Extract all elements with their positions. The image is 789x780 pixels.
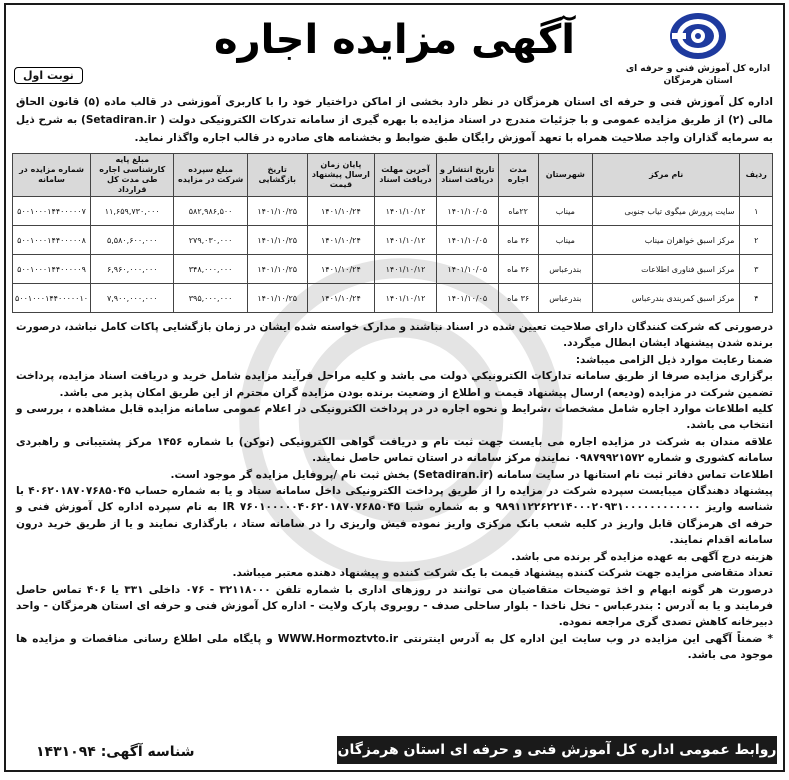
- footer-banner: روابط عمومی اداره کل آموزش فنی و حرفه ای استان هرمزگان: [337, 736, 777, 764]
- condition-paragraph: هزینه درج آگهی به عهده مزایده گر برنده می باشد.: [511, 550, 773, 563]
- cell-row: ۱: [740, 197, 773, 226]
- condition-paragraph: برگزاری مزایده صرفا از طریق سامانه تداركات الكترونيكي دولت می باشد و کلیه مراحل فرآیند مزایده شامل خرید و دریافت اسناد مزایده، پرداخت تضمین شرکت در مزایده (ودیعه) ارسال پیشنهاد قیمت و اطلاع از وضعیت برنده بودن مزایده گران محترم از این طریق امکان پذیر می باشد.: [16, 370, 773, 399]
- cell-row: ۴: [740, 284, 773, 313]
- col-auction-no: شماره مزایده در سامانه: [13, 154, 91, 197]
- condition-paragraph: تعداد متقاضی مزایده جهت شرکت کننده پیشنهاد قیمت با یک شرکت کننده و پیشنهاد دهنده معتبر میباشد.: [232, 567, 773, 580]
- col-duration: مدت اجاره: [498, 154, 538, 197]
- table-row: [13, 255, 773, 284]
- col-deadline: آخرین مهلت دریافت اسناد: [375, 154, 437, 197]
- cell-publish: ۱۴۰۱/۱۰/۰۵: [436, 284, 498, 313]
- col-opening: تاریخ بازگشایی: [247, 154, 307, 197]
- cell-auction-no: ۵۰۰۱۰۰۰۱۴۴۰۰۰۰۰۸: [13, 226, 91, 255]
- cell-base: ۷,۹۰۰,۰۰۰,۰۰۰: [91, 284, 174, 313]
- cell-row: ۲: [740, 226, 773, 255]
- cell-opening: ۱۴۰۱/۱۰/۲۵: [247, 255, 307, 284]
- cell-offer-end: ۱۴۰۱/۱۰/۲۴: [307, 226, 374, 255]
- ad-id: شناسه آگهی: ۱۴۳۱۰۹۴: [36, 744, 195, 760]
- table-row: [13, 284, 773, 313]
- table-row: [13, 226, 773, 255]
- cell-city: بندرعباس: [538, 284, 592, 313]
- cell-row: ۳: [740, 255, 773, 284]
- col-name: نام مرکز: [592, 154, 739, 197]
- org-logo: [623, 11, 773, 91]
- cell-deposit: ۳۴۸,۰۰۰,۰۰۰: [174, 255, 247, 284]
- header: [6, 5, 783, 91]
- footer: [6, 730, 783, 770]
- auction-notice: [4, 3, 785, 772]
- col-offer-end: پایان زمان ارسال پیشنهاد قیمت: [307, 154, 374, 197]
- cell-base: ۵,۵۸۰,۶۰۰,۰۰۰: [91, 226, 174, 255]
- cell-name: مرکز اسبق فناوری اطلاعات: [592, 255, 739, 284]
- condition-paragraph: کلیه اطلاعات موارد اجاره شامل مشخصات ،شرایط و نحوه اجاره در در پرداخت الکترونیکی در اعلام عمومی سامانه مزایده قابل مشاهده ، بررسی و انتخاب می باشد.: [16, 403, 773, 432]
- col-publish: تاریخ انتشار و دریافت اسناد: [436, 154, 498, 197]
- cell-offer-end: ۱۴۰۱/۱۰/۲۴: [307, 197, 374, 226]
- table-row: [13, 197, 773, 226]
- cell-opening: ۱۴۰۱/۱۰/۲۵: [247, 284, 307, 313]
- condition-paragraph: درصورت هر گونه ابهام و اخذ توضیحات متقاضیان می توانند در روزهای اداری با شماره تلفن ۳۲۱۱۸۰۰۰ - ۰۷۶ داخلی ۳۳۱ یا ۴۰۶ تماس حاصل فرمایند و یا به آدرس : بندرعباس - نخل ناخدا - بلوار ساحلی صدف - روبروی پارک ولایت - اداره کل آموزش فنی و حرفه ای استان هرمزگان - واحد دبیرخانه کاهش تصدی گری مراجعه نموده.: [16, 583, 774, 629]
- org-name-line1: اداره کل آموزش فنی و حرفه ای: [625, 64, 771, 74]
- cell-duration: ۳۶ ماه: [498, 226, 538, 255]
- condition-paragraph: درصورتی که شرکت کنندگان دارای صلاحیت تعیین شده در اسناد نباشند و مدارک خواسته شده ایشان در زمان بازگشایی پاکات کامل نباشد، درصورت برنده شدن پیشنهاد ایشان ابطال میگردد.: [16, 321, 773, 350]
- cell-city: میناب: [538, 226, 592, 255]
- cell-publish: ۱۴۰۱/۱۰/۰۵: [436, 197, 498, 226]
- cell-auction-no: ۵۰۰۱۰۰۰۱۴۴۰۰۰۰۰۹: [13, 255, 91, 284]
- cell-name: سایت پرورش میگوی تیاب جنوبی: [592, 197, 739, 226]
- cell-offer-end: ۱۴۰۱/۱۰/۲۴: [307, 255, 374, 284]
- cell-opening: ۱۴۰۱/۱۰/۲۵: [247, 226, 307, 255]
- cell-auction-no: ۵۰۰۱۰۰۰۱۴۴۰۰۰۰۰۱۰: [13, 284, 91, 313]
- cell-duration: ۲۲ماه: [498, 197, 538, 226]
- cell-publish: ۱۴۰۱/۱۰/۰۵: [436, 255, 498, 284]
- cell-base: ۶,۹۶۰,۰۰۰,۰۰۰: [91, 255, 174, 284]
- cell-deadline: ۱۴۰۱/۱۰/۱۲: [375, 197, 437, 226]
- cell-city: میناب: [538, 197, 592, 226]
- col-base: مبلغ پایه کارشناسی اجاره طی مدت کل قرارداد: [91, 154, 174, 197]
- org-name-line2: استان هرمزگان: [663, 76, 733, 86]
- round-badge: نوبت اول: [14, 67, 83, 84]
- cell-deposit: ۳۹۵,۰۰۰,۰۰۰: [174, 284, 247, 313]
- cell-duration: ۳۶ ماه: [498, 255, 538, 284]
- cell-deadline: ۱۴۰۱/۱۰/۱۲: [375, 226, 437, 255]
- tvto-logo-icon: [668, 11, 728, 61]
- cell-name: مرکز اسبق کمربندی بندرعباس: [592, 284, 739, 313]
- cell-deposit: ۵۸۲,۹۸۶,۵۰۰: [174, 197, 247, 226]
- condition-paragraph: * ضمناً آگهی این مزایده در وب سایت این اداره کل به آدرس اینترنتی WWW.Hormoztvto.ir و پایگاه ملی اطلاع رسانی مناقصات و مزایده ها موجود می باشد.: [16, 632, 773, 662]
- cell-duration: ۳۶ ماه: [498, 284, 538, 313]
- condition-paragraph: پیشنهاد دهندگان میبایست سپرده شرکت در مزایده را از طریق پرداخت الکترونیکی داخل سامانه ستاد و یا به شماره حساب ۴۰۶۲۰۱۸۷۰۷۶۸۵۰۴۵ با شناسه واریز ۹۸۹۱۱۲۲۶۲۲۱۴۰۰۰۲۰۹۳۱۰۰۰۰۰۰۰۰۰۰۰۰ و به شماره شبا IR ۷۶۰۱۰۰۰۰۰۴۰۶۲۰۱۸۷۰۷۶۸۵۰۴۵ به نام سپرده اداره کل آموزش فنی و حرفه ای هرمزگان قابل واریز در کلیه شعب بانک مرکزی واریز نموده فیش واریزی را در سامانه ستاد ، بارگذاری نمایند و یا از طریق خرید درون سامانه اقدام نمایند.: [16, 485, 773, 547]
- col-row: ردیف: [740, 154, 773, 197]
- col-deposit: مبلغ سپرده شرکت در مزایده: [174, 154, 247, 197]
- page-title: آگهی مزایده اجاره: [214, 17, 575, 63]
- auction-table: [12, 153, 773, 313]
- condition-paragraph: علاقه مندان به شرکت در مزایده اجاره می بایست جهت ثبت نام و دریافت گواهی الکترونیکی (توکن) با شماره ۱۴۵۶ مرکز پشتیبانی و راهبردی سامانه کشوری و شماره ۰۹۸۷۹۹۲۱۵۷۲ نماینده مرکز سامانه در استان تماس حاصل نمایند.: [16, 435, 773, 465]
- cell-auction-no: ۵۰۰۱۰۰۰۱۴۴۰۰۰۰۰۷: [13, 197, 91, 226]
- cell-opening: ۱۴۰۱/۱۰/۲۵: [247, 197, 307, 226]
- cell-deadline: ۱۴۰۱/۱۰/۱۲: [375, 255, 437, 284]
- cell-name: مرکز اسبق خواهران میناب: [592, 226, 739, 255]
- cell-city: بندرعباس: [538, 255, 592, 284]
- conditions-text: [16, 319, 773, 664]
- condition-paragraph: اطلاعات تماس دفاتر ثبت نام استانها در سایت سامانه (Setadiran.ir) بخش ثبت نام /پروفایل مزایده گر موجود است.: [170, 468, 773, 481]
- condition-paragraph: ضمنا رعایت موارد ذیل الزامی میباشد:: [575, 353, 773, 366]
- intro-paragraph: اداره کل آموزش فنی و حرفه ای استان هرمزگان در نظر دارد بخشی از اماکن دراختیار خود را با کاربری آموزشی در قالب ماده (۵) قانون الحاق مالی (۲) از طریق مزایده عمومی و با جزئیات مندرج در اسناد مزایده با بهره گیری از سامانه تدرکات الکترونیکی دولت ( Setadiran.ir) به شرح ذیل به سرمایه گذاران واجد صلاحیت همراه با تعهد آموزش رایگان طبق ضوابط و بخشنامه های صادره در قالب اجاره واگذار نماید.: [16, 96, 773, 144]
- cell-deadline: ۱۴۰۱/۱۰/۱۲: [375, 284, 437, 313]
- cell-offer-end: ۱۴۰۱/۱۰/۲۴: [307, 284, 374, 313]
- cell-deposit: ۲۷۹,۰۳۰,۰۰۰: [174, 226, 247, 255]
- cell-publish: ۱۴۰۱/۱۰/۰۵: [436, 226, 498, 255]
- cell-base: ۱۱,۶۵۹,۷۳۰,۰۰۰: [91, 197, 174, 226]
- table-header-row: [13, 154, 773, 197]
- col-city: شهرستان: [538, 154, 592, 197]
